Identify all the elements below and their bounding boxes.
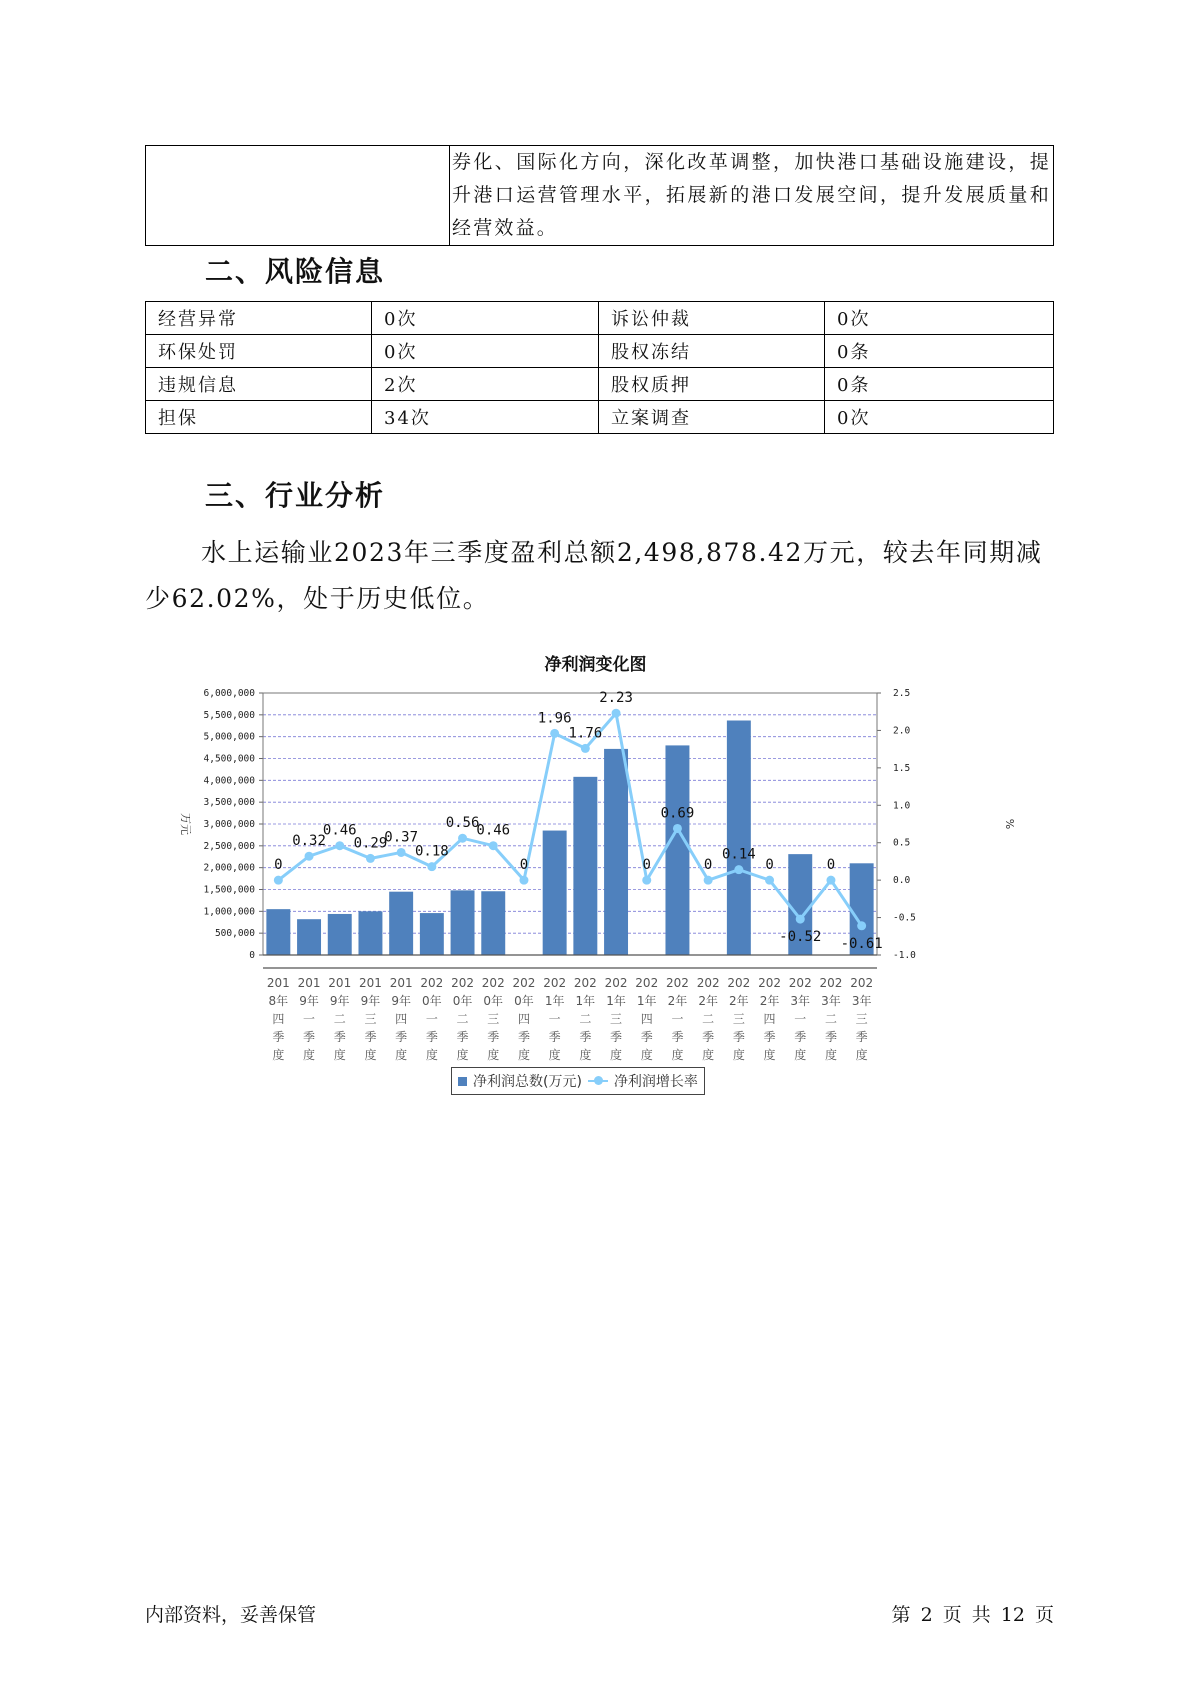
growth-rate-point <box>274 876 283 885</box>
growth-rate-point <box>550 729 559 738</box>
y2-tick-label: -1.0 <box>893 950 916 961</box>
y-tick-label: 5,500,000 <box>203 709 255 721</box>
growth-rate-point <box>519 876 528 885</box>
x-tick-label: 202 <box>635 976 659 990</box>
x-tick-label: 202 <box>481 976 505 990</box>
bar <box>604 749 628 955</box>
data-label: 0.46 <box>322 822 357 839</box>
risk-label: 环保处罚 <box>146 335 372 368</box>
x-tick-label: 季 <box>517 1030 530 1044</box>
x-tick-label: 1年 <box>636 994 657 1008</box>
x-tick-label: 一 <box>425 1012 438 1026</box>
growth-rate-point <box>642 876 651 885</box>
x-tick-label: 二 <box>456 1012 469 1026</box>
data-label: 0 <box>642 857 651 874</box>
x-tick-label: 季 <box>794 1030 807 1044</box>
y-tick-label: 3,000,000 <box>203 819 255 830</box>
x-tick-label: 度 <box>794 1048 807 1062</box>
x-tick-label: 度 <box>487 1048 500 1062</box>
x-tick-label: 度 <box>272 1048 285 1062</box>
legend-bar-swatch <box>458 1077 467 1086</box>
risk-info-table <box>145 301 1054 434</box>
x-tick-label: 一 <box>671 1012 684 1026</box>
x-tick-label: 三 <box>364 1012 377 1026</box>
data-label: 0 <box>703 857 713 874</box>
y-tick-label: 3,500,000 <box>203 797 255 809</box>
x-tick-label: 度 <box>548 1048 561 1062</box>
data-label: 0 <box>274 857 283 874</box>
x-tick-label: 202 <box>850 976 874 990</box>
x-tick-label: 3年 <box>790 994 811 1008</box>
x-tick-label: 一 <box>303 1012 316 1026</box>
bar <box>573 777 597 955</box>
x-tick-label: 201 <box>328 976 352 990</box>
bar <box>358 911 382 955</box>
x-tick-label: 季 <box>702 1030 715 1044</box>
x-tick-label: 度 <box>456 1048 469 1062</box>
y-tick-label: 1,000,000 <box>203 906 255 918</box>
x-tick-label: 202 <box>819 976 843 990</box>
footer-confidential: 内部资料，妥善保管 <box>145 1604 317 1626</box>
growth-rate-point <box>704 876 713 885</box>
x-tick-label: 季 <box>425 1030 438 1044</box>
legend-line-swatch <box>588 1080 608 1082</box>
growth-rate-point <box>305 852 314 861</box>
y-tick-label: 4,000,000 <box>203 775 255 787</box>
data-label: 0.56 <box>445 815 480 832</box>
x-tick-label: 季 <box>272 1030 285 1044</box>
legend-label-line: 净利润增长率 <box>613 1074 698 1090</box>
y-tick-label: 1,500,000 <box>203 884 255 896</box>
x-tick-label: 二 <box>333 1012 346 1026</box>
growth-rate-point <box>458 834 467 843</box>
continuation-empty-cell <box>146 146 450 246</box>
x-tick-label: 度 <box>333 1048 346 1062</box>
x-tick-label: 度 <box>702 1048 715 1062</box>
data-label: 0 <box>765 857 774 874</box>
x-tick-label: 2年 <box>759 994 780 1008</box>
industry-paragraph: 水上运输业2023年三季度盈利总额2,498,878.42万元，较去年同期减少62.02%，处于历史低位。 <box>145 538 1043 613</box>
x-tick-label: 202 <box>451 976 475 990</box>
risk-value: 0条 <box>825 368 1054 401</box>
data-label: 1.96 <box>537 710 572 727</box>
x-tick-label: 度 <box>425 1048 438 1062</box>
x-tick-label: 季 <box>548 1030 561 1044</box>
growth-rate-point <box>612 709 621 718</box>
y-tick-label: 0 <box>249 950 255 961</box>
x-tick-label: 度 <box>395 1048 408 1062</box>
x-tick-label: 季 <box>763 1030 776 1044</box>
x-tick-label: 9年 <box>360 994 381 1008</box>
table-row <box>146 335 1054 368</box>
x-tick-label: 202 <box>573 976 597 990</box>
x-tick-label: 2年 <box>667 994 688 1008</box>
bar <box>420 913 444 955</box>
data-label: -0.61 <box>840 935 883 952</box>
x-tick-label: 度 <box>610 1048 623 1062</box>
x-tick-label: 0年 <box>483 994 504 1008</box>
data-label: 0 <box>519 857 529 874</box>
risk-label: 股权冻结 <box>599 335 825 368</box>
x-tick-label: 0年 <box>514 994 534 1008</box>
y-axis-title: 万元 <box>179 813 192 835</box>
legend-label-bar: 净利润总数(万元) <box>473 1074 582 1090</box>
x-tick-label: 0年 <box>422 994 442 1008</box>
x-tick-label: 9年 <box>391 994 411 1008</box>
growth-rate-point <box>427 862 436 871</box>
risk-value: 0次 <box>825 401 1054 434</box>
y-tick-label: 6,000,000 <box>203 688 255 699</box>
y2-tick-label: 1.0 <box>893 800 911 812</box>
y-tick-label: 4,500,000 <box>203 753 255 765</box>
y-tick-label: 2,000,000 <box>203 862 255 874</box>
growth-rate-point <box>489 841 498 850</box>
continuation-table <box>145 145 1054 246</box>
x-tick-label: 季 <box>456 1030 469 1044</box>
x-tick-label: 3年 <box>821 994 841 1008</box>
data-label: 0.14 <box>721 846 756 863</box>
y2-tick-label: 2.0 <box>893 725 911 737</box>
x-tick-label: 2年 <box>698 994 718 1008</box>
x-tick-label: 四 <box>640 1012 653 1026</box>
data-label: 0.32 <box>292 833 326 850</box>
x-tick-label: 季 <box>395 1030 408 1044</box>
x-tick-label: 季 <box>640 1030 653 1044</box>
bar <box>665 745 689 955</box>
x-tick-label: 201 <box>358 976 382 990</box>
bar <box>451 890 475 955</box>
data-label: -0.52 <box>779 929 822 946</box>
net-profit-chart <box>160 675 1030 1065</box>
x-tick-label: 季 <box>303 1030 316 1044</box>
x-tick-label: 四 <box>763 1012 776 1026</box>
x-tick-label: 二 <box>824 1012 837 1026</box>
x-tick-label: 1年 <box>575 994 596 1008</box>
growth-rate-point <box>673 824 682 833</box>
y2-tick-label: -0.5 <box>893 912 916 924</box>
x-tick-label: 1年 <box>544 994 565 1008</box>
growth-rate-point <box>826 876 835 885</box>
data-label: 0.46 <box>476 822 511 839</box>
x-tick-label: 0年 <box>452 994 473 1008</box>
x-tick-label: 季 <box>732 1030 745 1044</box>
x-tick-label: 度 <box>855 1048 868 1062</box>
data-label: 2.23 <box>599 690 633 707</box>
x-tick-label: 四 <box>272 1012 285 1026</box>
footer-page-number: 第 2 页 共 12 页 <box>891 1604 1054 1626</box>
bar <box>328 914 352 955</box>
bar <box>481 891 505 955</box>
data-label: 0.69 <box>660 805 695 822</box>
x-tick-label: 202 <box>543 976 567 990</box>
x-tick-label: 季 <box>610 1030 623 1044</box>
bar <box>727 721 751 955</box>
bar <box>266 909 290 955</box>
x-tick-label: 四 <box>517 1012 530 1026</box>
x-tick-label: 201 <box>389 976 413 990</box>
x-tick-label: 2年 <box>729 994 749 1008</box>
y2-tick-label: 0.5 <box>893 837 911 849</box>
x-tick-label: 202 <box>420 976 444 990</box>
growth-rate-point <box>397 848 406 857</box>
risk-label: 担保 <box>146 401 372 434</box>
growth-rate-point <box>335 841 344 850</box>
growth-rate-point <box>366 854 375 863</box>
data-label: 0.29 <box>353 835 388 852</box>
x-tick-label: 度 <box>517 1048 530 1062</box>
y-tick-label: 2,500,000 <box>203 840 255 852</box>
bar <box>389 892 413 955</box>
x-tick-label: 季 <box>579 1030 592 1044</box>
risk-label: 股权质押 <box>599 368 825 401</box>
x-tick-label: 202 <box>604 976 628 990</box>
risk-value: 0次 <box>825 302 1054 335</box>
x-tick-label: 度 <box>579 1048 592 1062</box>
x-tick-label: 四 <box>395 1012 408 1026</box>
y-tick-label: 5,000,000 <box>203 731 255 743</box>
x-tick-label: 9年 <box>329 994 350 1008</box>
x-tick-label: 度 <box>671 1048 684 1062</box>
x-tick-label: 1年 <box>606 994 626 1008</box>
x-tick-label: 三 <box>487 1012 500 1026</box>
x-tick-label: 季 <box>855 1030 868 1044</box>
risk-label: 经营异常 <box>146 302 372 335</box>
data-label: 0.18 <box>414 843 449 860</box>
x-tick-label: 三 <box>855 1012 868 1026</box>
growth-rate-point <box>796 915 805 924</box>
table-row <box>146 401 1054 434</box>
x-tick-label: 一 <box>794 1012 807 1026</box>
x-tick-label: 8年 <box>268 994 289 1008</box>
y2-tick-label: 1.5 <box>893 762 911 774</box>
x-tick-label: 3年 <box>851 994 872 1008</box>
table-row <box>146 302 1054 335</box>
x-tick-label: 201 <box>297 976 321 990</box>
risk-value: 0条 <box>825 335 1054 368</box>
growth-rate-point <box>581 744 590 753</box>
risk-value: 2次 <box>372 368 599 401</box>
x-tick-label: 202 <box>512 976 536 990</box>
x-tick-label: 季 <box>824 1030 837 1044</box>
growth-rate-point <box>734 865 743 874</box>
bar <box>297 919 321 955</box>
x-tick-label: 202 <box>696 976 720 990</box>
x-tick-label: 一 <box>548 1012 561 1026</box>
x-tick-label: 二 <box>579 1012 592 1026</box>
x-tick-label: 度 <box>364 1048 377 1062</box>
x-tick-label: 二 <box>702 1012 715 1026</box>
growth-rate-point <box>857 921 866 930</box>
x-tick-label: 度 <box>824 1048 837 1062</box>
x-tick-label: 度 <box>763 1048 776 1062</box>
x-tick-label: 202 <box>665 976 689 990</box>
continuation-text-cell: 券化、国际化方向，深化改革调整，加快港口基础设施建设，提升港口运营管理水平，拓展新的港口发展空间，提升发展质量和经营效益。 <box>450 146 1054 246</box>
x-tick-label: 季 <box>333 1030 346 1044</box>
growth-rate-line <box>278 713 861 926</box>
data-label: 1.76 <box>568 725 603 742</box>
x-tick-label: 度 <box>640 1048 653 1062</box>
y-tick-label: 500,000 <box>214 928 255 940</box>
section-title-risk: 二、风险信息 <box>205 255 386 288</box>
x-tick-label: 三 <box>610 1012 623 1026</box>
bar <box>543 831 567 955</box>
x-tick-label: 季 <box>487 1030 500 1044</box>
table-row <box>146 368 1054 401</box>
chart-title: 净利润变化图 <box>544 655 647 675</box>
x-tick-label: 201 <box>266 976 290 990</box>
risk-label: 违规信息 <box>146 368 372 401</box>
x-tick-label: 季 <box>364 1030 377 1044</box>
x-tick-label: 季 <box>671 1030 684 1044</box>
risk-value: 34次 <box>372 401 599 434</box>
x-tick-label: 202 <box>758 976 782 990</box>
chart-legend <box>451 1067 705 1095</box>
growth-rate-point <box>765 876 774 885</box>
x-tick-label: 9年 <box>299 994 319 1008</box>
x-tick-label: 三 <box>732 1012 745 1026</box>
data-label: 0 <box>826 857 836 874</box>
x-tick-label: 度 <box>732 1048 745 1062</box>
risk-label: 诉讼仲裁 <box>599 302 825 335</box>
x-tick-label: 202 <box>727 976 751 990</box>
x-tick-label: 度 <box>303 1048 316 1062</box>
x-tick-label: 202 <box>788 976 812 990</box>
data-label: 0.37 <box>384 829 419 846</box>
risk-label: 立案调查 <box>599 401 825 434</box>
risk-value: 0次 <box>372 302 599 335</box>
y2-axis-title: % <box>1003 818 1016 830</box>
y2-tick-label: 2.5 <box>893 688 911 699</box>
y2-tick-label: 0.0 <box>893 875 911 887</box>
risk-value: 0次 <box>372 335 599 368</box>
section-title-industry: 三、行业分析 <box>205 479 386 512</box>
